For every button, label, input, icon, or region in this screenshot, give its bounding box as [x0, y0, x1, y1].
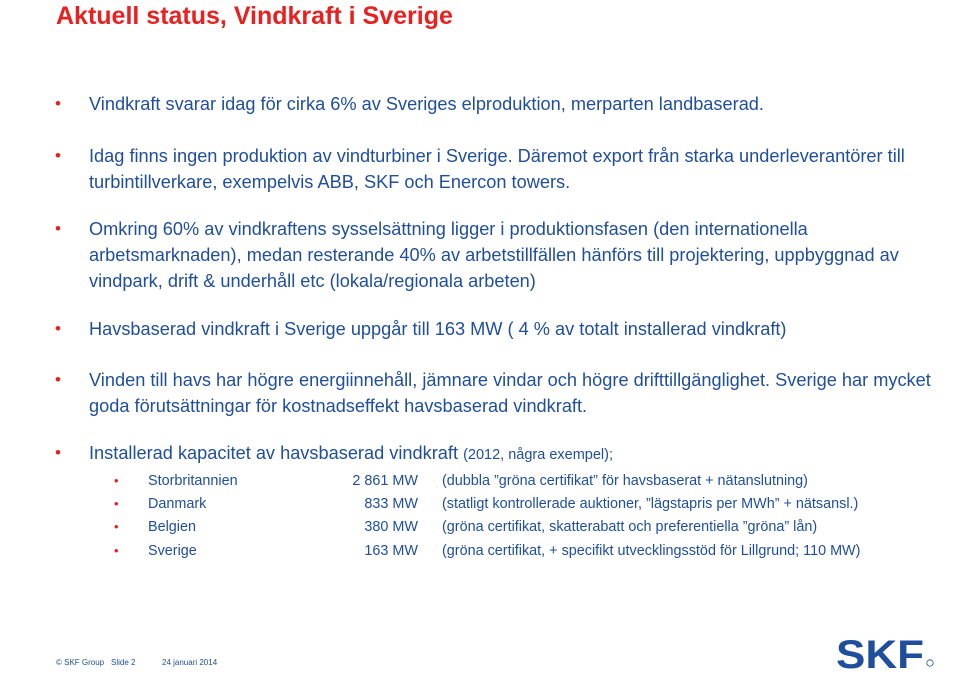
bullet-text: Vinden till havs har högre energiinnehåll, jämnare vindar och högre drifttillgänglighet. Sverige har mycket goda förutsättningar för kostnadseffekt havsbaserad vindkraft. [89, 370, 931, 416]
footer-slide-number: Slide 2 [111, 658, 136, 667]
bullet-dot-icon: • [55, 443, 61, 462]
country-name: Danmark [148, 496, 207, 512]
bullet-dot-icon: • [55, 94, 61, 113]
sub-bullet-dot-icon: • [114, 519, 119, 534]
bullet-text: Idag finns ingen produktion av vindturbiner i Sverige. Däremot export från starka underleverantörer till turbintillverkare, exempelvis ABB, SKF och Enercon towers. [89, 146, 905, 192]
bullet-text: Havsbaserad vindkraft i Sverige uppgår till 163 MW ( 4 % av totalt installerad vindkraft) [89, 319, 787, 339]
registered-mark-icon [927, 660, 933, 666]
bullet-item [55, 316, 939, 342]
country-name: Sverige [148, 543, 197, 559]
country-name: Belgien [148, 519, 197, 535]
capacity-value: 2 861 MW [352, 473, 418, 489]
skf-logo-icon [836, 634, 934, 674]
bullet-dot-icon: • [55, 370, 61, 389]
bullet-text: Vindkraft svarar idag för cirka 6% av Sveriges elproduktion, merparten landbaserad. [89, 94, 764, 114]
bullet-item [55, 367, 939, 419]
bullet-item [55, 216, 939, 294]
capacity-heading [55, 440, 939, 468]
bullet-dot-icon: • [55, 319, 61, 338]
sub-bullet-dot-icon: • [114, 473, 119, 488]
capacity-description: (dubbla ”gröna certifikat” för havsbaserat + nätanslutning) [442, 473, 808, 489]
capacity-heading-note: (2012, några exempel); [463, 447, 613, 463]
capacity-value: 163 MW [364, 543, 418, 559]
capacity-description: (statligt kontrollerade auktioner, ”lägstapris per MWh” + nätsansl.) [442, 496, 859, 512]
capacity-heading-text: Installerad kapacitet av havsbaserad vindkraft [89, 443, 459, 463]
bullet-text: Omkring 60% av vindkraftens sysselsättning ligger i produktionsfasen (den internationella arbetsmarknaden), medan resterande 40% av arbetstillfällen hänförs till projektering, uppbyggnad av vindpark, drift & underhåll etc (lokala/regionala arbeten) [89, 219, 899, 291]
footer-copyright: © SKF Group [56, 658, 105, 667]
footer-date: 24 januari 2014 [162, 658, 218, 667]
sub-bullet-dot-icon: • [114, 543, 119, 558]
page-title: Aktuell status, Vindkraft i Sverige [56, 2, 453, 30]
skf-logo-text: SKF [836, 634, 924, 674]
capacity-description: (gröna certifikat, skatterabatt och preferentiella ”gröna” lån) [442, 519, 818, 535]
bullet-item [55, 91, 939, 117]
capacity-value: 833 MW [364, 496, 418, 512]
bullet-item [55, 143, 939, 195]
capacity-description: (gröna certifikat, + specifikt utvecklingsstöd för Lillgrund; 110 MW) [442, 543, 861, 559]
country-name: Storbritannien [148, 473, 238, 489]
sub-bullet-dot-icon: • [114, 496, 119, 511]
bullet-dot-icon: • [55, 219, 61, 238]
capacity-value: 380 MW [364, 519, 418, 535]
bullet-dot-icon: • [55, 146, 61, 165]
